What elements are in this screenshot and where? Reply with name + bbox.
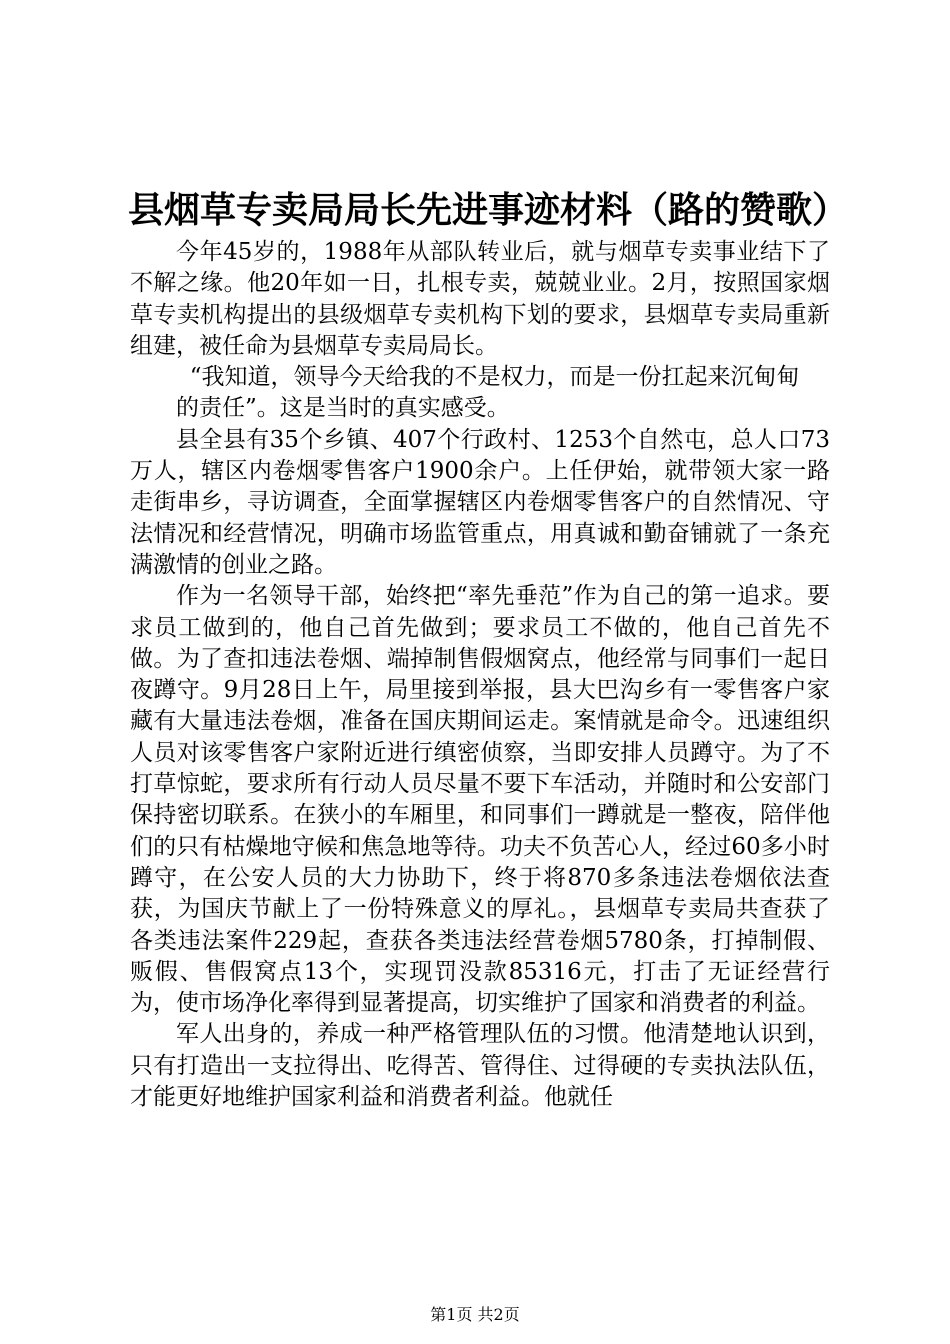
document-body [130, 237, 830, 1113]
paragraph-1: 今年45岁的，1988年从部队转业后，就与烟草专卖事业结下了不解之缘。他20年如一日，扎根专卖，兢兢业业。2月，按照国家烟草专卖机构提出的县级烟草专卖机构下划的要求，县烟草专卖局重新组建，被任命为县烟草专卖局局长。 [130, 239, 830, 359]
paragraph-2: 县全县有35个乡镇、407个行政村、1253个自然屯，总人口73万人，辖区内卷烟零售客户1900余户。上任伊始，就带领大家一路走街串乡，寻访调查，全面掌握辖区内卷烟零售客户的自然情况、守法情况和经营情况，明确市场监管重点，用真诚和勤奋铺就了一条充满激情的创业之路。 [130, 426, 830, 578]
page-footer: 第1页 共2页 [430, 1305, 520, 1324]
paragraph-3: 作为一名领导干部，始终把“率先垂范”作为自己的第一追求。要求员工做到的，他自己首先做到；要求员工不做的，他自己首先不做。为了查扣违法卷烟、端掉制售假烟窝点，他经常与同事们一起日夜蹲守。9月28日上午，局里接到举报，县大巴沟乡有一零售客户家藏有大量违法卷烟，准备在国庆期间运走。案情就是命令。迅速组织人员对该零售客户家附近进行缜密侦察，当即安排人员蹲守。为了不打草惊蛇，要求所有行动人员尽量不要下车活动，并随时和公安部门保持密切联系。在狭小的车厢里，和同事们一蹲就是一整夜，陪伴他们的只有枯燥地守候和焦急地等待。功夫不负苦心人，经过60多小时蹲守，在公安人员的大力协助下，终于将870多条违法卷烟依法查获，为国庆节献上了一份特殊意义的厚礼。，县烟草专卖局共查获了各类违法案件229起，查获各类违法经营卷烟5780条，打掉制假、贩假、售假窝点13个，实现罚没款85316元，打击了无证经营行为，使市场净化率得到显著提高，切实维护了国家和消费者的利益。 [130, 583, 830, 1017]
paragraph-4: 军人出身的，养成一种严格管理队伍的习惯。他清楚地认识到，只有打造出一支拉得出、吃得苦、管得住、过得硬的专卖执法队伍，才能更好地维护国家利益和消费者利益。他就任 [130, 1021, 830, 1111]
document-title: 县烟草专卖局局长先进事迹材料（路的赞歌） [128, 189, 849, 231]
paragraph-quote: “我知道，领导今天给我的不是权力，而是一份扛起来沉甸甸 [189, 364, 800, 391]
paragraph-quote-continuation: 的责任”。这是当时的真实感受。 [176, 395, 510, 422]
